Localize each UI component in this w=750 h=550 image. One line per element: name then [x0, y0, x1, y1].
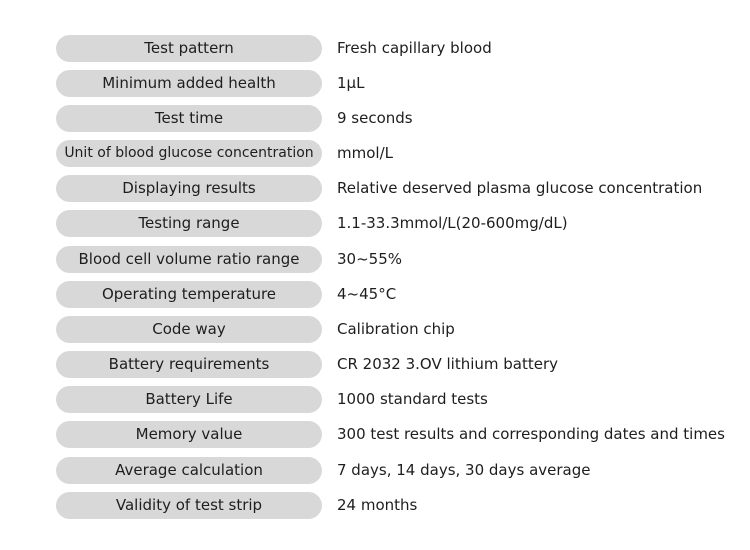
spec-row-average-calculation [0, 449, 750, 484]
spec-row-test-pattern [0, 27, 750, 62]
spec-label: Test time [56, 105, 322, 132]
spec-value: Fresh capillary blood [337, 39, 492, 57]
spec-value: 4~45°C [337, 285, 397, 303]
spec-label: Testing range [56, 210, 322, 237]
spec-label: Minimum added health [56, 70, 322, 97]
spec-value: Calibration chip [337, 320, 455, 338]
spec-row-volume-ratio [0, 238, 750, 273]
spec-value: CR 2032 3.OV lithium battery [337, 355, 559, 373]
spec-label: Code way [56, 316, 322, 343]
spec-value: 7 days, 14 days, 30 days average [337, 461, 591, 479]
spec-value: 24 months [337, 496, 418, 514]
spec-label: Displaying results [56, 175, 322, 202]
spec-row-minimum-added [0, 62, 750, 97]
spec-value: Relative deserved plasma glucose concentration [337, 179, 703, 197]
spec-value: 300 test results and corresponding dates and times [337, 425, 725, 443]
spec-label: Battery Life [56, 386, 322, 413]
spec-row-memory-value [0, 413, 750, 448]
spec-row-test-strip-validity [0, 484, 750, 519]
spec-row-operating-temperature [0, 273, 750, 308]
spec-value: 1μL [337, 74, 365, 92]
spec-value: 1.1-33.3mmol/L(20-600mg/dL) [337, 214, 568, 232]
spec-row-testing-range [0, 202, 750, 237]
spec-label: Operating temperature [56, 281, 322, 308]
spec-label: Blood cell volume ratio range [56, 246, 322, 273]
spec-row-displaying-results [0, 167, 750, 202]
spec-label: Unit of blood glucose concentration [56, 140, 322, 167]
spec-row-battery-requirements [0, 343, 750, 378]
spec-label: Validity of test strip [56, 492, 322, 519]
spec-row-battery-life [0, 378, 750, 413]
spec-row-test-time [0, 97, 750, 132]
spec-label: Average calculation [56, 457, 322, 484]
spec-value: 9 seconds [337, 109, 413, 127]
spec-label: Battery requirements [56, 351, 322, 378]
spec-row-unit [0, 132, 750, 167]
spec-label: Test pattern [56, 35, 322, 62]
spec-value: 1000 standard tests [337, 390, 488, 408]
spec-row-code-way [0, 308, 750, 343]
spec-label: Memory value [56, 421, 322, 448]
spec-value: mmol/L [337, 144, 393, 162]
spec-value: 30~55% [337, 250, 402, 268]
